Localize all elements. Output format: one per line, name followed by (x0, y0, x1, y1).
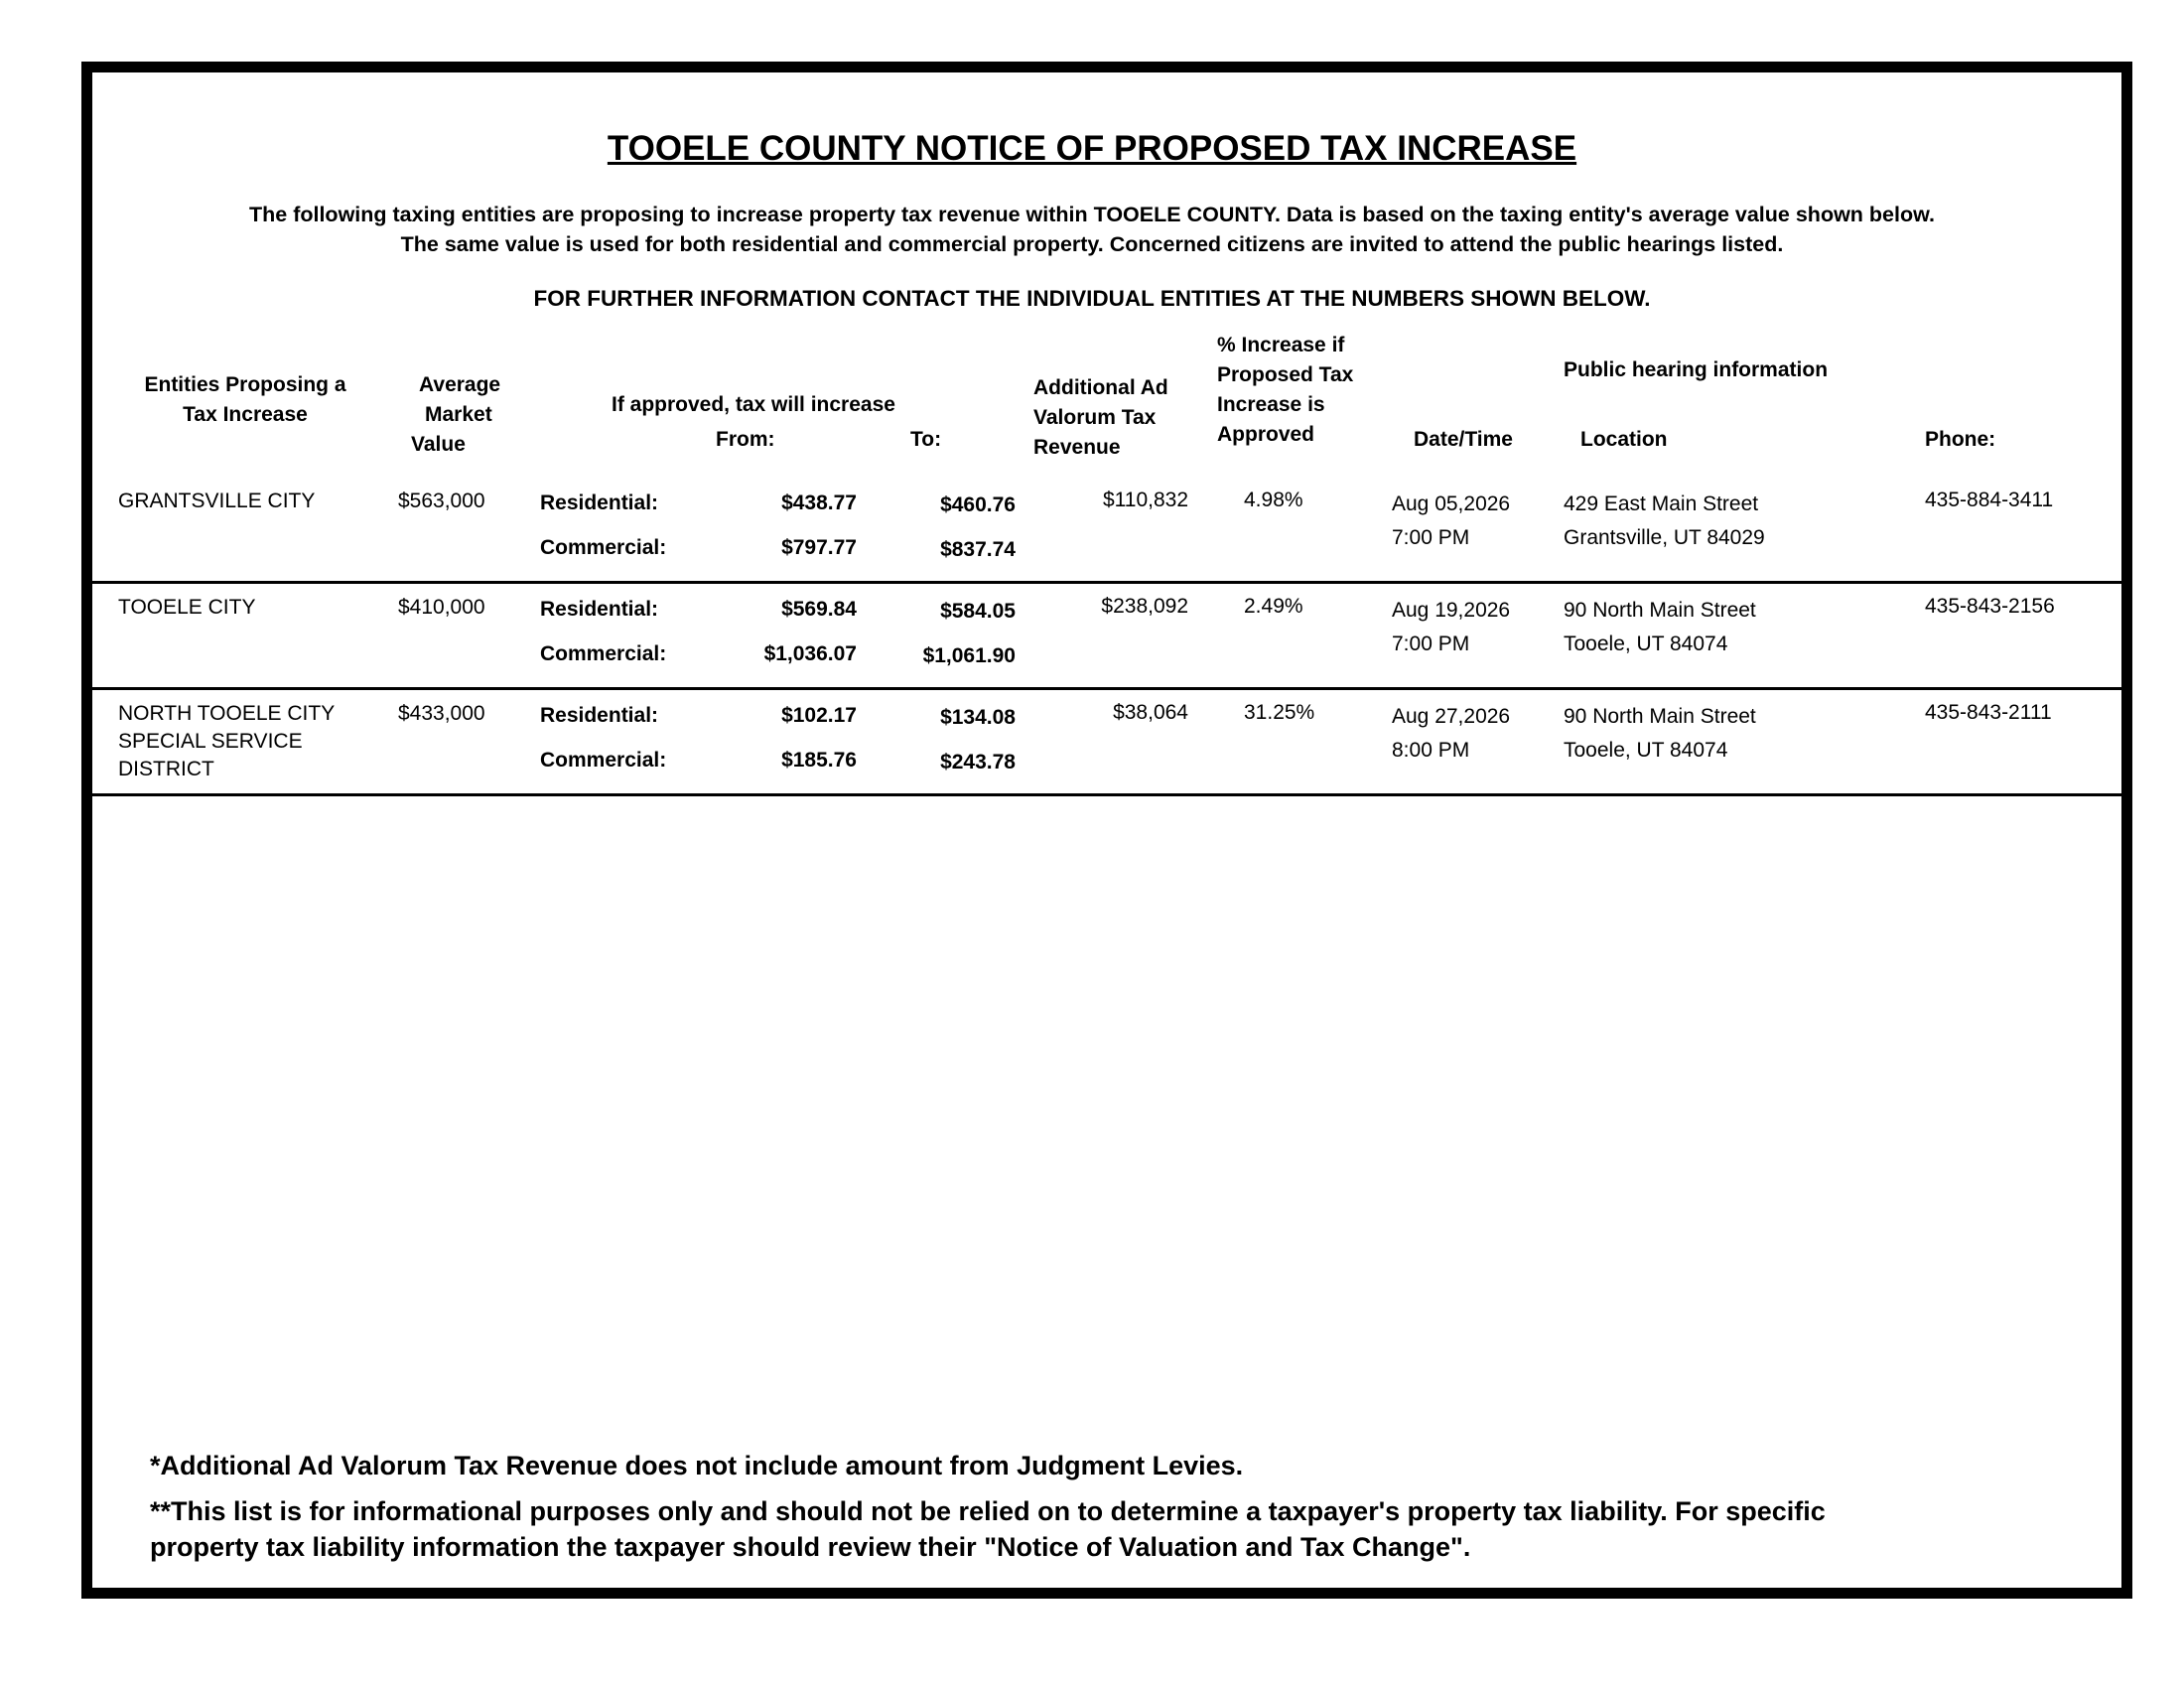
header-pct-line3: Increase is (1217, 393, 1325, 416)
commercial-from: $797.77 (781, 536, 857, 559)
header-avg-line2: Market (425, 403, 492, 426)
phone-number: 435-843-2156 (1925, 595, 2055, 618)
header-location: Location (1580, 428, 1668, 451)
hearing-location-line2: Grantsville, UT 84029 (1564, 526, 1765, 549)
residential-label: Residential: (540, 598, 659, 621)
entity-name (118, 700, 335, 783)
hearing-time: 7:00 PM (1392, 526, 1470, 549)
header-phone: Phone: (1925, 428, 1996, 451)
hearing-date: Aug 27,2026 (1392, 705, 1511, 728)
average-market-value: $410,000 (398, 596, 485, 619)
row-divider (91, 687, 2122, 690)
entity-name-line1: TOOELE CITY (118, 596, 256, 619)
entity-name-line3: DISTRICT (118, 758, 214, 780)
percent-increase: 2.49% (1244, 595, 1303, 618)
commercial-label: Commercial: (540, 642, 667, 665)
entity-name (118, 594, 255, 622)
header-pct-line2: Proposed Tax (1217, 363, 1354, 386)
residential-from: $438.77 (781, 492, 857, 514)
header-addl-line3: Revenue (1033, 436, 1121, 459)
hearing-date: Aug 19,2026 (1392, 599, 1511, 622)
additional-revenue: $38,064 (1113, 701, 1188, 724)
header-entities-line1: Entities Proposing a (144, 373, 346, 396)
residential-from: $569.84 (781, 598, 857, 621)
header-addl-line2: Valorum Tax (1033, 406, 1157, 429)
phone-number: 435-843-2111 (1925, 701, 2052, 724)
header-addl-line1: Additional Ad (1033, 376, 1168, 399)
hearing-location-line1: 90 North Main Street (1564, 599, 1756, 622)
residential-from: $102.17 (781, 704, 857, 727)
entity-name-line1: NORTH TOOELE CITY (118, 702, 336, 725)
percent-increase: 31.25% (1244, 701, 1315, 724)
percent-increase: 4.98% (1244, 489, 1303, 511)
commercial-to: $1,061.90 (922, 644, 1016, 667)
intro-line-2: The same value is used for both residential and commercial property. Concerned citizens are invited to attend the public hearings listed. (400, 232, 1784, 256)
additional-revenue: $110,832 (1102, 489, 1188, 511)
header-if-approved: If approved, tax will increase (612, 393, 895, 416)
hearing-time: 8:00 PM (1392, 739, 1470, 762)
contact-line: FOR FURTHER INFORMATION CONTACT THE INDIVIDUAL ENTITIES AT THE NUMBERS SHOWN BELOW. (533, 286, 1651, 311)
hearing-location-line2: Tooele, UT 84074 (1564, 633, 1728, 655)
hearing-location-line2: Tooele, UT 84074 (1564, 739, 1728, 762)
residential-to: $134.08 (940, 706, 1016, 729)
commercial-to: $837.74 (940, 538, 1016, 561)
hearing-time: 7:00 PM (1392, 633, 1470, 655)
hearing-location-line1: 429 East Main Street (1564, 492, 1759, 515)
entity-name-line2: SPECIAL SERVICE (118, 730, 303, 753)
footnote-informational-line1: **This list is for informational purposes only and should not be relied on to determine a taxpayer's property tax liability. For specific (150, 1496, 1826, 1526)
residential-to: $584.05 (940, 600, 1016, 623)
entity-name (118, 488, 315, 515)
phone-number: 435-884-3411 (1925, 489, 2054, 511)
intro-line-1: The following taxing entities are proposing to increase property tax revenue within TOOELE COUNTY. Data is based on the taxing entity's average value shown below. (249, 203, 1935, 226)
commercial-label: Commercial: (540, 536, 667, 559)
residential-label: Residential: (540, 492, 659, 514)
header-additional-revenue (1033, 373, 1168, 463)
entity-name-line1: GRANTSVILLE CITY (118, 490, 316, 512)
residential-to: $460.76 (940, 493, 1016, 516)
commercial-from: $185.76 (781, 749, 857, 772)
row-divider (91, 793, 2122, 796)
header-average-market-value (402, 370, 511, 460)
footnote-judgment-levies: *Additional Ad Valorum Tax Revenue does not include amount from Judgment Levies. (150, 1451, 1244, 1480)
residential-label: Residential: (540, 704, 659, 727)
commercial-to: $243.78 (940, 751, 1016, 774)
header-avg-line1: Average (419, 373, 501, 396)
header-pct-line1: % Increase if (1217, 334, 1345, 356)
average-market-value: $563,000 (398, 490, 485, 512)
additional-revenue: $238,092 (1101, 595, 1188, 618)
commercial-label: Commercial: (540, 749, 667, 772)
commercial-from: $1,036.07 (763, 642, 857, 665)
header-datetime: Date/Time (1414, 428, 1513, 451)
header-to: To: (910, 428, 942, 451)
row-divider (91, 581, 2122, 584)
hearing-date: Aug 05,2026 (1392, 492, 1511, 515)
header-avg-line3: Value (411, 433, 466, 456)
header-pct-line4: Approved (1217, 423, 1315, 446)
hearing-location-line1: 90 North Main Street (1564, 705, 1756, 728)
header-from: From: (716, 428, 775, 451)
header-percent-increase (1217, 331, 1353, 450)
footnote-informational-line2: property tax liability information the taxpayer should review their "Notice of Valuation and Tax Change". (150, 1532, 1471, 1562)
header-entities (121, 370, 369, 430)
average-market-value: $433,000 (398, 702, 485, 725)
header-entities-line2: Tax Increase (183, 403, 308, 426)
header-public-hearing: Public hearing information (1564, 358, 1829, 381)
notice-title: TOOELE COUNTY NOTICE OF PROPOSED TAX INCREASE (607, 129, 1577, 168)
